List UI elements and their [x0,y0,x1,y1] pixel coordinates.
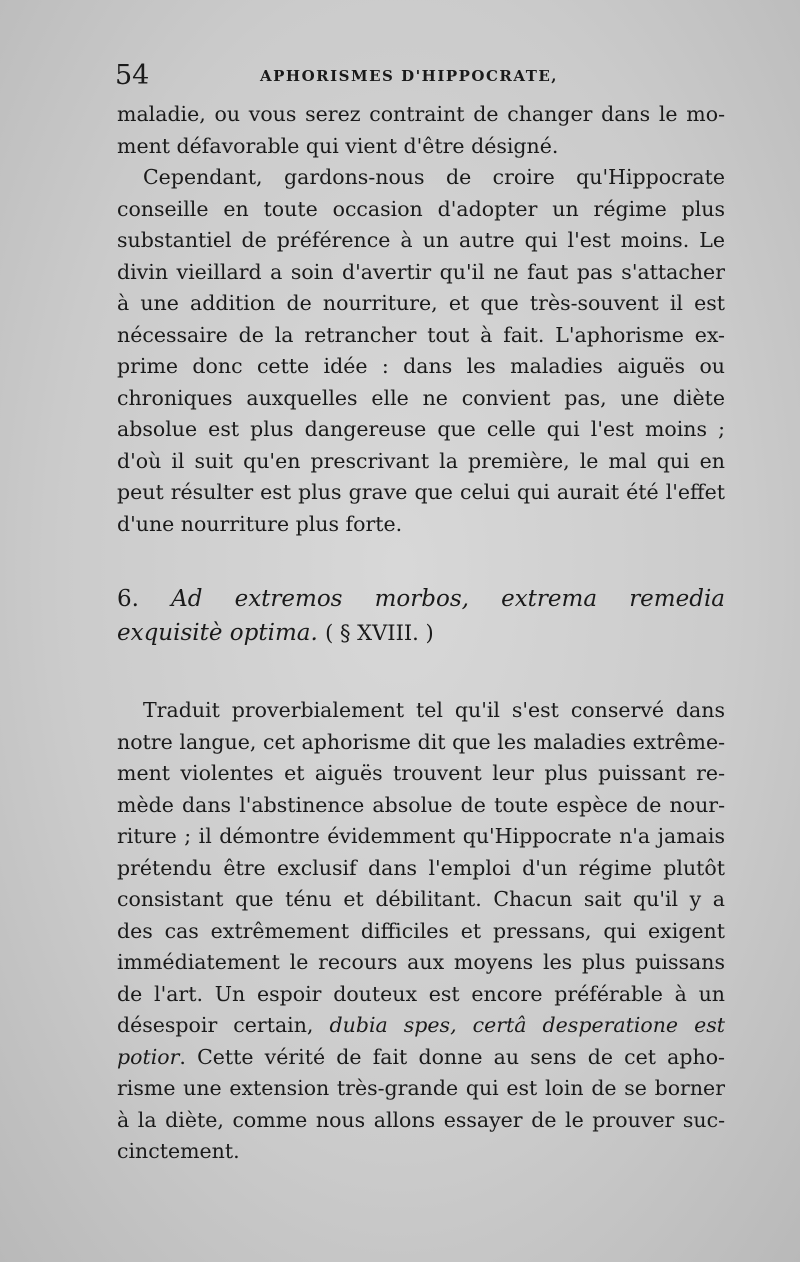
text-line: nécessaire de la retrancher tout à fait. L'aphorisme ex- [117,322,725,347]
text-line: chroniques auxquelles elle ne convient pas, une diète [117,385,725,410]
aphorism-heading [117,582,725,650]
page-header [115,60,725,96]
text-line: à la diète, comme nous allons essayer de le prouver suc- [117,1107,725,1132]
page-number: 54 [115,60,150,91]
text-line: absolue est plus dangereuse que celle qui l'est moins ; [117,417,725,441]
text-line: riture ; il démontre évidemment qu'Hippocrate n'a jamais [117,824,725,848]
text-line: d'où il suit qu'en prescrivant la première, le mal qui en [117,448,725,473]
latin-quote: dubia spes, certâ desperatione est [329,1013,725,1037]
text-line: de l'art. Un espoir douteux est encore préférable à un [117,981,725,1006]
text-line: prime donc cette idée : dans les maladies aiguës ou [117,354,725,378]
text-line [117,1010,725,1042]
text-line: à une addition de nourriture, et que très-souvent il est [117,291,725,315]
text-line: risme une extension très-grande qui est loin de se borner [117,1076,725,1100]
latin-text: Ad extremos morbos, extrema remedia [171,586,725,612]
section-reference: ( § XVIII. ) [325,621,434,645]
text-line: mède dans l'abstinence absolue de toute espèce de nour- [117,792,725,817]
text-fragment: désespoir certain, [117,1013,330,1037]
text-line: notre langue, cet aphorisme dit que les maladies extrême- [117,729,725,754]
text-line: des cas extrêmement difficiles et pressans, qui exigent [117,918,725,943]
text-line: Cependant, gardons-nous de croire qu'Hippocrate [143,165,725,189]
text-line: divin vieillard a soin d'avertir qu'il ne faut pas s'attacher [117,259,725,284]
text-line: substantiel de préférence à un autre qui l'est moins. Le [117,228,725,252]
text-line [117,1042,725,1074]
text-line: peut résulter est plus grave que celui qui aurait été l'effet [117,480,725,504]
running-head: APHORISMES D'HIPPOCRATE, [260,67,559,85]
text-line: maladie, ou vous serez contraint de changer dans le mo- [117,102,725,126]
text-line: conseille en toute occasion d'adopter un régime plus [117,196,725,221]
text-line: consistant que ténu et débilitant. Chacun sait qu'il y a [117,887,725,911]
text-line: d'une nourriture plus forte. [117,511,403,536]
text-line: prétendu être exclusif dans l'emploi d'un régime plutôt [117,855,725,880]
text-line: cinctement. [117,1139,240,1163]
text-fragment: . Cette vérité de fait donne au sens de cet apho- [179,1044,725,1069]
text-line: immédiatement le recours aux moyens les plus puissans [117,950,725,974]
heading-line-2 [117,616,725,650]
heading-line-1 [117,582,725,616]
paragraph-block-1 [117,99,725,540]
latin-quote: potior [117,1044,180,1069]
text-line: ment défavorable qui vient d'être désigné. [117,133,559,158]
latin-text: exquisitè optima. [117,620,318,646]
text-line: ment violentes et aiguës trouvent leur plus puissant re- [117,761,725,785]
paragraph-block-2 [117,695,725,1168]
text-line: Traduit proverbialement tel qu'il s'est conservé dans [143,698,725,722]
aphorism-number: 6. [117,586,139,612]
